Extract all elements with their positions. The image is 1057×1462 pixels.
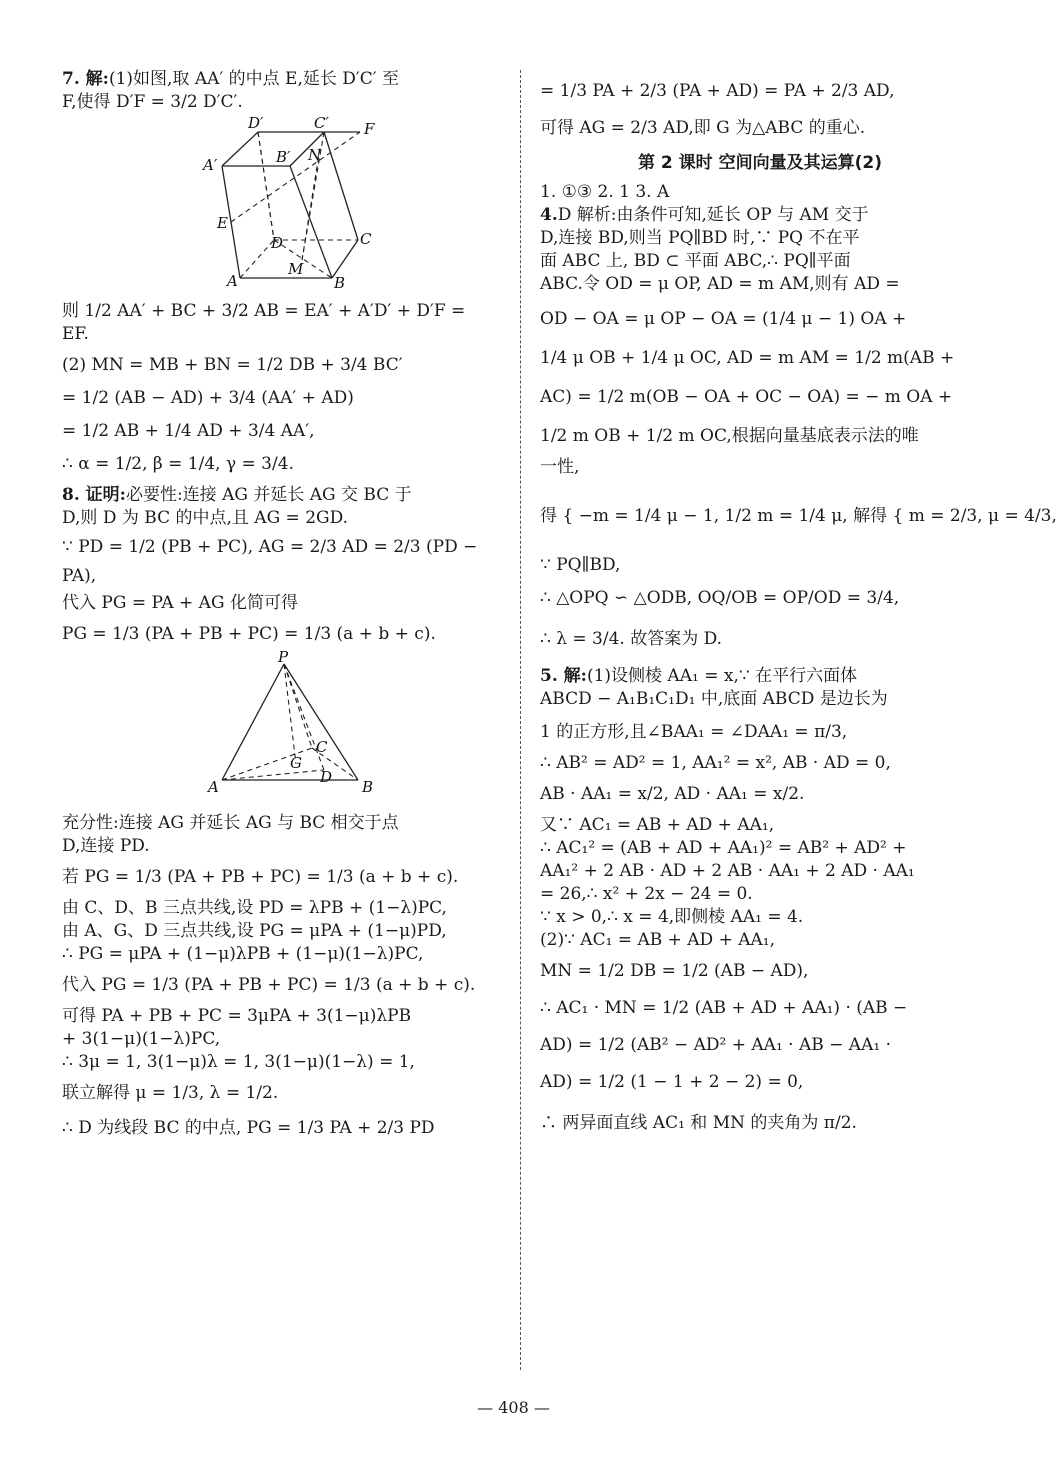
text-line: ∴ D 为线段 BC 的中点, PG = 1/3 PA + 2/3 PD bbox=[62, 1118, 435, 1138]
text-line: 代入 PG = 1/3 (PA + PB + PC) = 1/3 (a + b + c). bbox=[62, 975, 476, 995]
page-number: — 408 — bbox=[477, 1398, 550, 1417]
question-number: 7. 解: bbox=[62, 69, 109, 89]
text-line: 1 的正方形,且∠BAA₁ = ∠DAA₁ = π/3, bbox=[540, 722, 848, 742]
text-line: ABCD − A₁B₁C₁D₁ 中,底面 ABCD 是边长为 bbox=[540, 689, 888, 709]
label-B: B bbox=[362, 778, 374, 796]
text-line: ∴ PG = μPA + (1−μ)λPB + (1−μ)(1−λ)PC, bbox=[62, 944, 424, 964]
label-A: A bbox=[208, 778, 219, 796]
text-line: (2) MN = MB + BN = 1/2 DB + 3/4 BC′ bbox=[62, 355, 403, 375]
text-line: ∴ △OPQ ∽ △ODB, OQ/OB = OP/OD = 3/4, bbox=[540, 588, 900, 608]
label-B: B bbox=[334, 274, 346, 292]
text-line: D,则 D 为 BC 的中点,且 AG = 2GD. bbox=[62, 508, 349, 528]
text-line: 面 ABC 上, BD ⊂ 平面 ABC,∴ PQ∥平面 bbox=[540, 251, 851, 271]
text-line: D 解析:由条件可知,延长 OP 与 AM 交于 bbox=[557, 205, 869, 225]
text-line: AB · AA₁ = x/2, AD · AA₁ = x/2. bbox=[540, 784, 805, 804]
text-line: ∴ AC₁² = (AB + AD + AA₁)² = AB² + AD² + bbox=[540, 838, 907, 858]
text-line: ABC.令 OD = μ OP, AD = m AM,则有 AD = bbox=[540, 274, 900, 294]
left-column bbox=[62, 68, 502, 1144]
text-line: = 1/2 (AB − AD) + 3/4 (AA′ + AD) bbox=[62, 388, 354, 408]
text-line: OD − OA = μ OP − OA = (1/4 μ − 1) OA + bbox=[540, 309, 907, 329]
text-line: 充分性:连接 AG 并延长 AG 与 BC 相交于点 bbox=[62, 813, 399, 833]
text-line: 可得 PA + PB + PC = 3μPA + 3(1−μ)λPB bbox=[62, 1006, 412, 1026]
question-4 bbox=[540, 204, 1057, 651]
text-line: + 3(1−μ)(1−λ)PC, bbox=[62, 1029, 221, 1049]
text-line: D,连接 BD,则当 PQ∥BD 时,∵ PQ 不在平 bbox=[540, 228, 860, 248]
label-E: E bbox=[217, 214, 228, 232]
label-G: G bbox=[290, 754, 302, 772]
text-line: EF. bbox=[62, 324, 89, 344]
question-number: 5. 解: bbox=[540, 666, 587, 686]
question-number: 4. bbox=[540, 205, 558, 225]
text-line: 若 PG = 1/3 (PA + PB + PC) = 1/3 (a + b + c). bbox=[62, 867, 459, 887]
text-line: PG = 1/3 (PA + PB + PC) = 1/3 (a + b + c). bbox=[62, 624, 436, 644]
text-line: MN = 1/2 DB = 1/2 (AB − AD), bbox=[540, 961, 809, 981]
text-line: D,连接 PD. bbox=[62, 836, 150, 856]
label-D: D bbox=[320, 768, 333, 786]
text-line: (1)如图,取 AA′ 的中点 E,延长 D′C′ 至 bbox=[108, 69, 400, 89]
text-line: 可得 AG = 2/3 AD,即 G 为△ABC 的重心. bbox=[540, 118, 866, 138]
text-line: ∵ x > 0,∴ x = 4,即侧棱 AA₁ = 4. bbox=[540, 907, 804, 927]
question-8 bbox=[62, 484, 502, 1140]
answers-1-3: 1. ①③ 2. 1 3. A bbox=[540, 182, 670, 202]
text-line: 必要性:连接 AG 并延长 AG 交 BC 于 bbox=[125, 485, 412, 505]
label-C1: C′ bbox=[314, 114, 329, 132]
text-line: ∴ AB² = AD² = 1, AA₁² = x², AB · AD = 0, bbox=[540, 753, 891, 773]
text-line: AD) = 1/2 (1 − 1 + 2 − 2) = 0, bbox=[540, 1072, 804, 1092]
question-number: 8. 证明: bbox=[62, 485, 126, 505]
label-D: D bbox=[271, 234, 284, 252]
column-divider bbox=[520, 70, 521, 1370]
right-column bbox=[540, 80, 1057, 1139]
question-7 bbox=[62, 68, 502, 476]
label-B1: B′ bbox=[276, 148, 291, 166]
label-M: M bbox=[288, 260, 304, 278]
text-line: 代入 PG = PA + AG 化简可得 bbox=[62, 593, 298, 613]
text-line: 联立解得 μ = 1/3, λ = 1/2. bbox=[62, 1083, 279, 1103]
text-line: ∴ 两异面直线 AC₁ 和 MN 的夹角为 π/2. bbox=[540, 1113, 857, 1133]
text-line: PA), bbox=[62, 566, 97, 586]
label-N: N bbox=[308, 146, 322, 164]
text-line: 则 1/2 AA′ + BC + 3/2 AB = EA′ + A′D′ + D′F = bbox=[62, 301, 466, 321]
text-line: (2)∵ AC₁ = AB + AD + AA₁, bbox=[540, 930, 776, 950]
text-line: AD) = 1/2 (AB² − AD² + AA₁ · AB − AA₁ · bbox=[540, 1035, 891, 1055]
text-line: AA₁² + 2 AB · AD + 2 AB · AA₁ + 2 AD · AA₁ bbox=[540, 861, 915, 881]
label-P: P bbox=[278, 648, 289, 666]
label-C: C bbox=[360, 230, 372, 248]
text-line: ∴ α = 1/2, β = 1/4, γ = 3/4. bbox=[62, 454, 294, 474]
text-line: = 1/3 PA + 2/3 (PA + AD) = PA + 2/3 AD, bbox=[540, 81, 895, 101]
text-line: ∴ AC₁ · MN = 1/2 (AB + AD + AA₁) · (AB − bbox=[540, 998, 908, 1018]
system-of-equations: 得 { −m = 1/4 μ − 1, 1/2 m = 1/4 μ, 解得 { m = 2/3, μ = 4/3, bbox=[540, 506, 1057, 526]
text-line: 又∵ AC₁ = AB + AD + AA₁, bbox=[540, 815, 775, 835]
text-line: ∵ PD = 1/2 (PB + PC), AG = 2/3 AD = 2/3 (PD − bbox=[62, 537, 478, 557]
text-line: 1/2 m OB + 1/2 m OC,根据向量基底表示法的唯 bbox=[540, 426, 919, 446]
text-line: ∴ 3μ = 1, 3(1−μ)λ = 1, 3(1−μ)(1−λ) = 1, bbox=[62, 1052, 415, 1072]
text-line: = 1/2 AB + 1/4 AD + 3/4 AA′, bbox=[62, 421, 315, 441]
text-line: (1)设侧棱 AA₁ = x,∵ 在平行六面体 bbox=[586, 666, 858, 686]
tetrahedron-figure bbox=[62, 648, 502, 802]
parallelepiped-figure bbox=[62, 114, 502, 292]
label-A: A bbox=[227, 272, 238, 290]
text-line: 1/4 μ OB + 1/4 μ OC, AD = m AM = 1/2 m(AB + bbox=[540, 348, 955, 368]
label-A1: A′ bbox=[203, 156, 218, 174]
text-line: ∴ λ = 3/4. 故答案为 D. bbox=[540, 629, 723, 649]
label-D1: D′ bbox=[248, 114, 264, 132]
label-F: F bbox=[364, 120, 375, 138]
question-5 bbox=[540, 665, 980, 1135]
text-line: F,使得 D′F = 3/2 D′C′. bbox=[62, 92, 243, 112]
text-line: 由 C、D、B 三点共线,设 PD = λPB + (1−λ)PC, bbox=[62, 898, 447, 918]
text-line: 一性, bbox=[540, 457, 580, 477]
text-line: = 26,∴ x² + 2x − 24 = 0. bbox=[540, 884, 753, 904]
label-C: C bbox=[316, 738, 328, 756]
section-title: 第 2 课时 空间向量及其运算(2) bbox=[638, 153, 882, 173]
text-line: 由 A、G、D 三点共线,设 PG = μPA + (1−μ)PD, bbox=[62, 921, 447, 941]
text-line: AC) = 1/2 m(OB − OA + OC − OA) = − m OA + bbox=[540, 387, 953, 407]
text-line: ∵ PQ∥BD, bbox=[540, 555, 621, 575]
